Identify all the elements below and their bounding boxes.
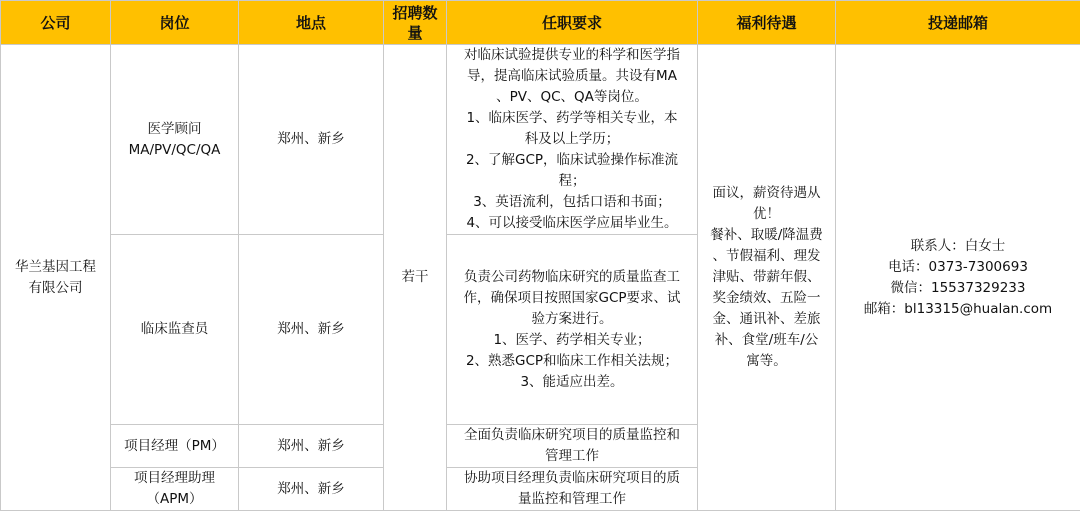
- company-name-line2: 有限公司: [5, 278, 106, 299]
- position-cell: 项目经理（PM）: [111, 425, 239, 468]
- position-subtitle: MA/PV/QC/QA: [115, 140, 234, 161]
- header-row: [1, 1, 1080, 45]
- location-cell: 郑州、新乡: [239, 425, 384, 468]
- header-company: 公司: [1, 1, 111, 45]
- header-position: 岗位: [111, 1, 239, 45]
- header-headcount-line1: 招聘数: [388, 3, 442, 23]
- position-cell: 临床监查员: [111, 235, 239, 425]
- position-subtitle: （APM）: [115, 489, 234, 510]
- benefits-cell: 面议，薪资待遇从 优！ 餐补、取暖/降温费 、节假福利、理发 津贴、带薪年假、 奖金绩效、五险一 金、通讯补、差旅 补、食堂/班车/公 寓等。: [698, 45, 836, 511]
- location-cell: 郑州、新乡: [239, 45, 384, 235]
- contact-wechat: 微信：15537329233: [840, 278, 1076, 299]
- requirements-cell: 协助项目经理负责临床研究项目的质 量监控和管理工作: [447, 468, 698, 511]
- position-cell: [111, 45, 239, 235]
- company-cell: [1, 45, 111, 511]
- header-headcount-line2: 量: [388, 23, 442, 43]
- position-cell: [111, 468, 239, 511]
- header-requirements: 任职要求: [447, 1, 698, 45]
- table-row: [1, 45, 1080, 235]
- location-cell: 郑州、新乡: [239, 235, 384, 425]
- contact-person: 联系人：白女士: [840, 236, 1076, 257]
- header-headcount: [384, 1, 447, 45]
- header-email: 投递邮箱: [836, 1, 1080, 45]
- requirements-cell: 全面负责临床研究项目的质量监控和 管理工作: [447, 425, 698, 468]
- requirements-cell: 对临床试验提供专业的科学和医学指 导，提高临床试验质量。共设有MA 、PV、QC、QA等岗位。 1、临床医学、药学等相关专业，本 科及以上学历； 2、了解GCP，临床试验操作标准流 程； 3、英语流利，包括口语和书面； 4、可以接受临床医学应届毕业生。: [447, 45, 698, 235]
- contact-cell: [836, 45, 1080, 511]
- header-location: 地点: [239, 1, 384, 45]
- location-cell: 郑州、新乡: [239, 468, 384, 511]
- company-name-line1: 华兰基因工程: [5, 257, 106, 278]
- contact-phone: 电话：0373-7300693: [840, 257, 1076, 278]
- header-benefits: 福利待遇: [698, 1, 836, 45]
- position-name: 医学顾问: [115, 119, 234, 140]
- requirements-cell: 负责公司药物临床研究的质量监查工 作，确保项目按照国家GCP要求、试 验方案进行。 1、医学、药学相关专业； 2、熟悉GCP和临床工作相关法规； 3、能适应出差。: [447, 235, 698, 425]
- contact-email[interactable]: 邮箱：bl13315@hualan.com: [840, 299, 1076, 320]
- position-name: 项目经理助理: [115, 468, 234, 489]
- headcount-cell: 若干: [384, 45, 447, 511]
